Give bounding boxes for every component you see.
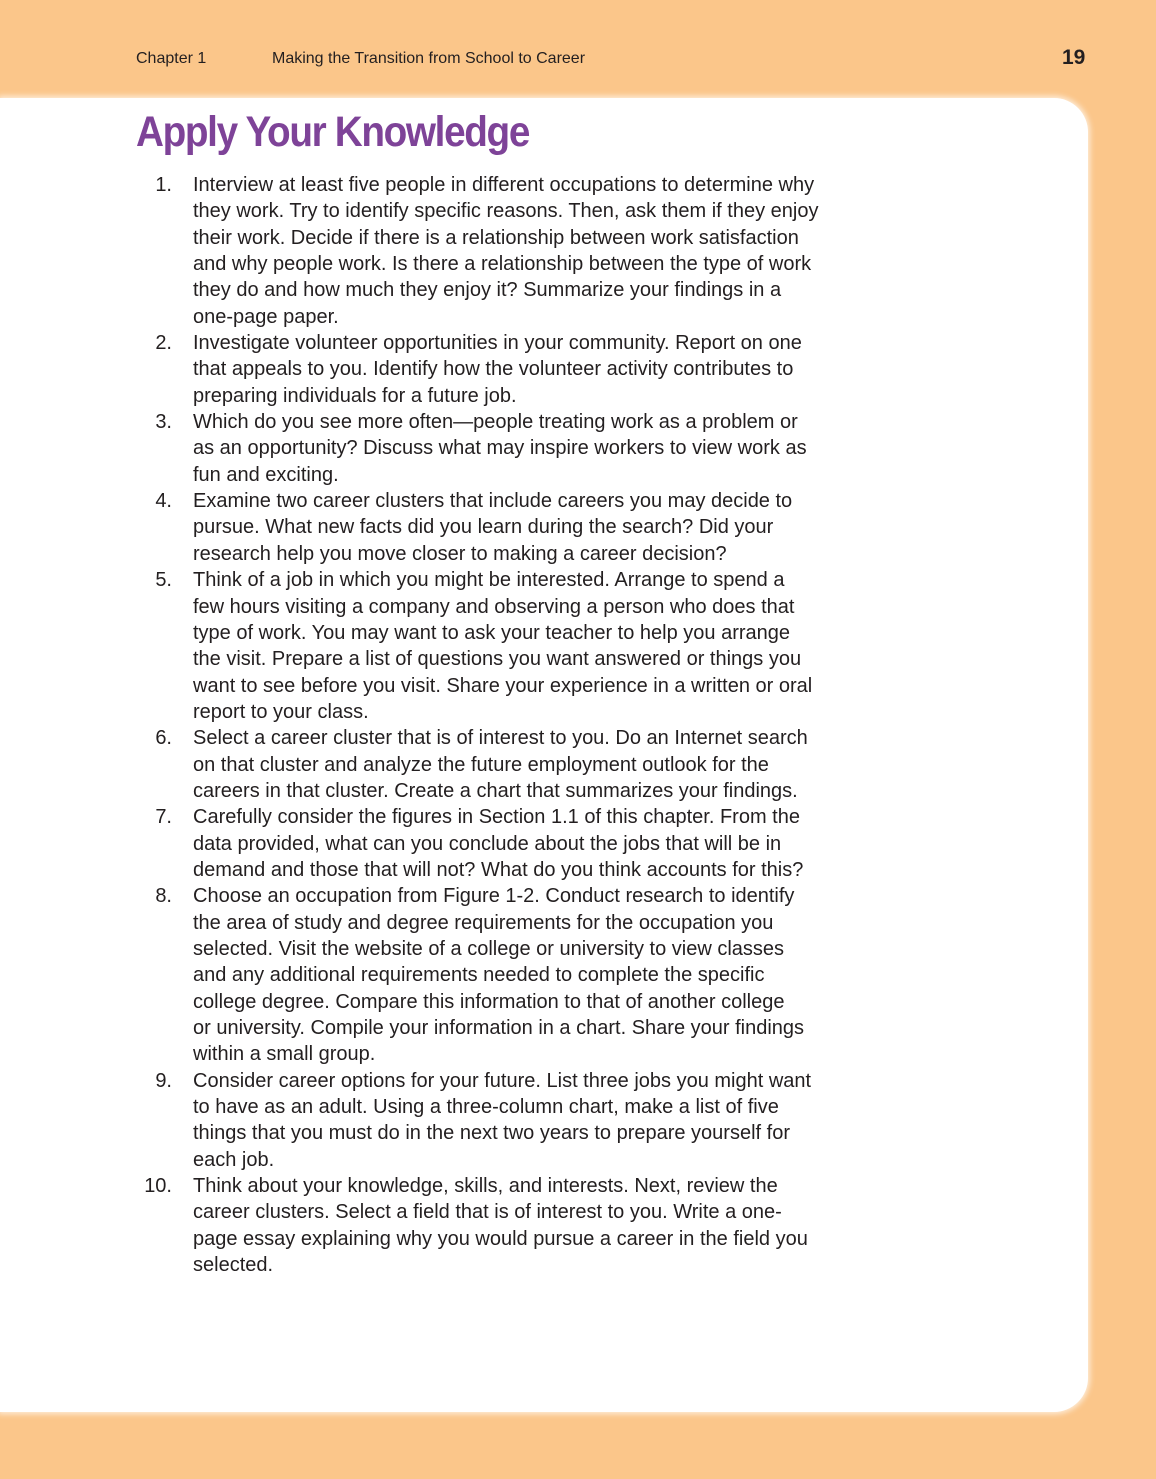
item-text-line: one-page paper. — [193, 305, 339, 328]
item-text-line: selected. Visit the website of a college or university to view classes — [193, 937, 785, 960]
item-text-line: or university. Compile your information in a chart. Share your findings — [193, 1017, 805, 1039]
page-header — [0, 48, 1156, 72]
item-number: 9. — [155, 1069, 172, 1092]
item-text-line: want to see before you visit. Share your experience in a written or oral — [193, 674, 813, 697]
section-title: Apply Your Knowledge — [136, 108, 530, 156]
item-text-line: they do and how much they enjoy it? Summarize your findings in a — [193, 279, 782, 302]
item-text-line: few hours visiting a company and observing a person who does that — [193, 595, 795, 618]
list-item — [0, 883, 900, 1067]
item-text — [193, 488, 900, 567]
item-text — [193, 883, 900, 1067]
activity-list — [0, 172, 900, 1278]
item-text-line: Interview at least five people in different occupations to determine why — [193, 174, 815, 196]
item-text-line: Think of a job in which you might be interested. Arrange to spend a — [193, 569, 785, 592]
item-number: 5. — [155, 569, 172, 592]
item-number: 7. — [155, 806, 172, 829]
item-text-line: pursue. What new facts did you learn during the search? Did your — [193, 516, 774, 539]
list-item — [0, 1173, 900, 1278]
item-text — [193, 172, 900, 330]
item-text — [193, 1068, 900, 1173]
item-text-line: and any additional requirements needed to complete the specific — [193, 964, 765, 987]
list-item — [0, 804, 900, 883]
list-item — [0, 172, 900, 330]
item-text-line: to have as an adult. Using a three-column chart, make a list of five — [193, 1096, 779, 1119]
item-number: 8. — [155, 885, 172, 908]
item-text — [193, 409, 900, 488]
item-text-line: within a small group. — [193, 1043, 376, 1066]
item-text-line: type of work. You may want to ask your teacher to help you arrange — [193, 621, 791, 644]
list-item — [0, 409, 900, 488]
list-item — [0, 725, 900, 804]
item-text-line: they work. Try to identify specific reasons. Then, ask them if they enjoy — [193, 200, 819, 223]
item-text-line: Select a career cluster that is of interest to you. Do an Internet search — [193, 727, 808, 750]
item-text — [193, 1173, 900, 1278]
list-item — [0, 488, 900, 567]
item-text — [193, 804, 900, 883]
list-item — [0, 1068, 900, 1173]
item-text-line: data provided, what can you conclude about the jobs that will be in — [193, 832, 782, 855]
page-number: 19 — [1062, 46, 1086, 69]
item-text-line: Examine two career clusters that include careers you may decide to — [193, 490, 793, 513]
list-item — [0, 330, 900, 409]
item-text-line: report to your class. — [193, 700, 369, 723]
item-text-line: Choose an occupation from Figure 1-2. Conduct research to identify — [193, 885, 795, 908]
item-text-line: college degree. Compare this information to that of another college — [193, 990, 785, 1013]
item-number: 10. — [144, 1175, 172, 1198]
item-text-line: selected. — [193, 1254, 274, 1277]
item-text — [193, 330, 900, 409]
item-number: 3. — [155, 411, 172, 434]
item-number: 4. — [155, 490, 172, 513]
chapter-label: Chapter 1 — [136, 50, 207, 67]
item-text — [193, 725, 900, 804]
item-text-line: Think about your knowledge, skills, and interests. Next, review the — [193, 1175, 778, 1198]
list-item — [0, 567, 900, 725]
item-text-line: career clusters. Select a field that is of interest to you. Write a one- — [193, 1201, 782, 1224]
item-text-line: Carefully consider the figures in Section 1.1 of this chapter. From the — [193, 806, 800, 829]
item-text-line: the visit. Prepare a list of questions you want answered or things you — [193, 648, 802, 671]
item-text-line: fun and exciting. — [193, 463, 339, 486]
item-number: 6. — [155, 727, 172, 750]
item-text-line: research help you move closer to making a career decision? — [193, 542, 727, 565]
item-text — [193, 567, 900, 725]
item-text-line: page essay explaining why you would pursue a career in the field you — [193, 1227, 808, 1250]
item-text-line: preparing individuals for a future job. — [193, 384, 517, 407]
item-text-line: each job. — [193, 1148, 275, 1171]
item-text-line: Investigate volunteer opportunities in your community. Report on one — [193, 332, 802, 355]
item-number: 2. — [155, 332, 172, 355]
item-text-line: Which do you see more often—people treating work as a problem or — [193, 411, 798, 434]
item-text-line: careers in that cluster. Create a chart that summarizes your findings. — [193, 779, 798, 802]
item-text-line: things that you must do in the next two years to prepare yourself for — [193, 1122, 790, 1145]
item-text-line: as an opportunity? Discuss what may inspire workers to view work as — [193, 437, 807, 460]
item-text-line: that appeals to you. Identify how the volunteer activity contributes to — [193, 358, 794, 381]
item-text-line: and why people work. Is there a relationship between the type of work — [193, 253, 812, 276]
item-text-line: on that cluster and analyze the future employment outlook for the — [193, 753, 769, 776]
item-text-line: the area of study and degree requirements for the occupation you — [193, 911, 774, 934]
item-text-line: Consider career options for your future. List three jobs you might want — [193, 1069, 812, 1092]
item-text-line: their work. Decide if there is a relationship between work satisfaction — [193, 226, 799, 249]
item-number: 1. — [155, 174, 172, 196]
item-text-line: demand and those that will not? What do you think accounts for this? — [193, 858, 804, 881]
running-title: Making the Transition from School to Career — [272, 50, 586, 67]
